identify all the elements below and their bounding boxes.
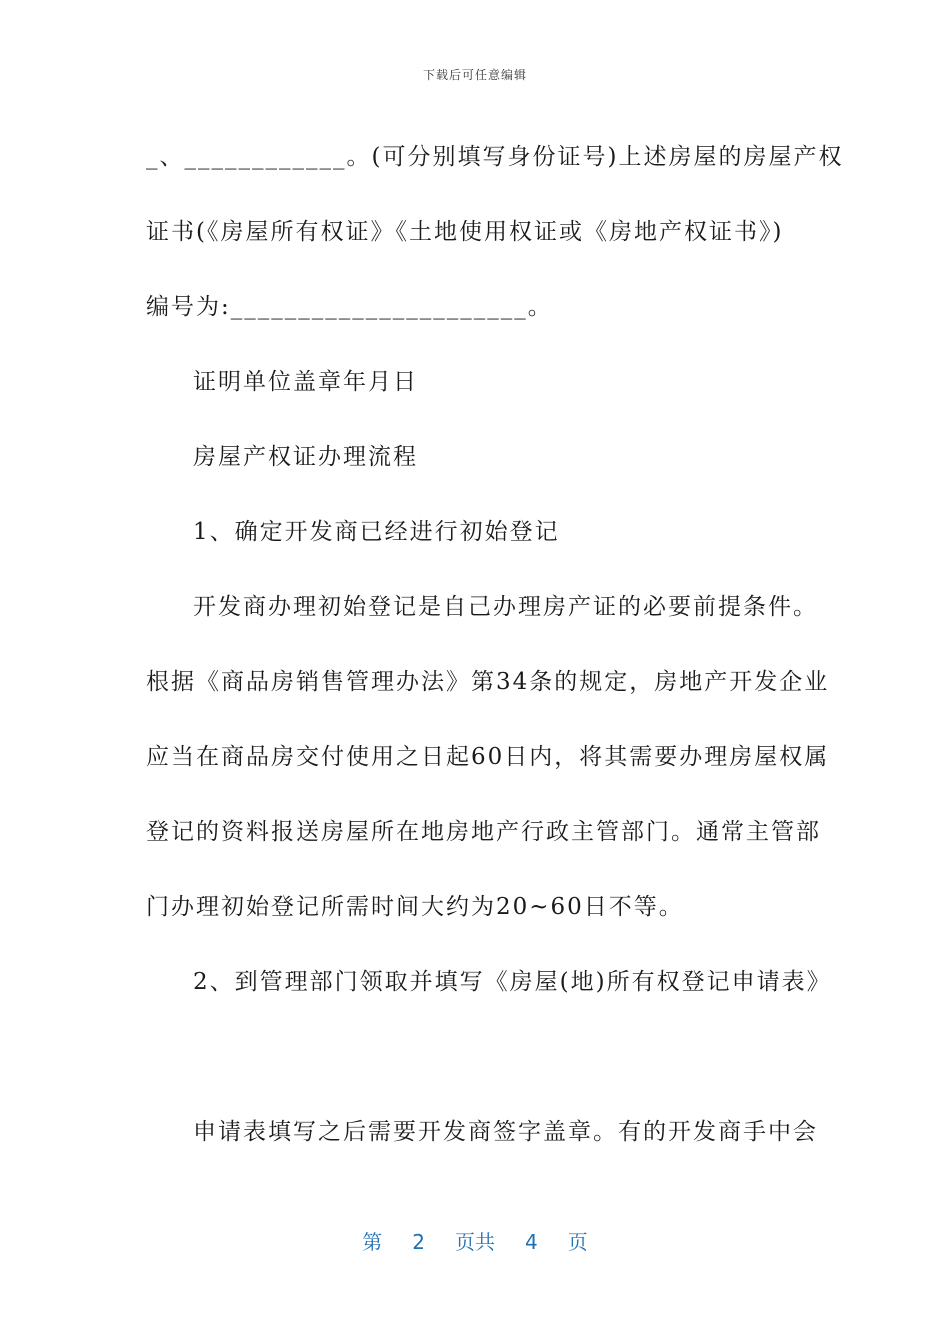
step-heading: 1、确定开发商已经进行初始登记 (193, 519, 560, 545)
text-line: 开发商办理初始登记是自己办理房产证的必要前提条件。 (193, 594, 818, 620)
footer-middle: 页共 (455, 1230, 495, 1254)
section-heading: 房屋产权证办理流程 (193, 444, 418, 470)
footer-suffix: 页 (567, 1230, 588, 1254)
text-line: 门办理初始登记所需时间大约为20~60日不等。 (146, 894, 684, 920)
page-header: 下载后可任意编辑 (422, 68, 527, 82)
blank-line (146, 1020, 816, 1095)
text-line: 编号为:______________________。 (146, 294, 553, 320)
current-page-number: 2 (412, 1230, 425, 1254)
text-line: 应当在商品房交付使用之日起60日内，将其需要办理房屋权属 (146, 744, 830, 770)
text-line: 申请表填写之后需要开发商签字盖章。有的开发商手中会 (193, 1119, 818, 1145)
footer-prefix: 第 (362, 1230, 383, 1254)
text-line: 证明单位盖章年月日 (193, 369, 418, 395)
text-line: 登记的资料报送房屋所在地房地产行政主管部门。通常主管部 (146, 819, 821, 845)
page-footer (0, 1226, 950, 1255)
total-page-count: 4 (525, 1230, 538, 1254)
text-line: 证书(《房屋所有权证》《土地使用权证或《房地产权证书》) (146, 219, 784, 245)
step-heading: 2、到管理部门领取并填写《房屋(地)所有权登记申请表》 (193, 969, 832, 995)
document-body (146, 120, 844, 1170)
text-line: 根据《商品房销售管理办法》第34条的规定，房地产开发企业 (146, 669, 830, 695)
text-line: _、____________。(可分别填写身份证号)上述房屋的房屋产权 (146, 144, 844, 170)
